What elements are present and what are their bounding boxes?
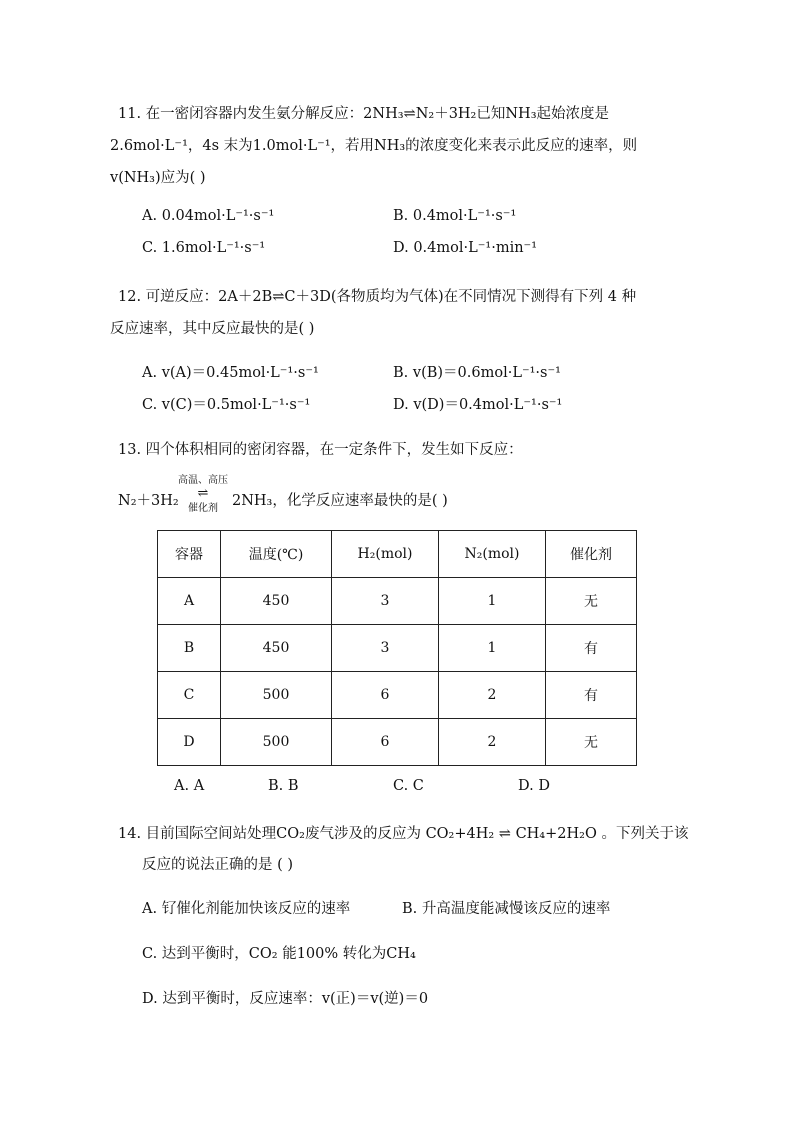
table-row: [158, 672, 637, 719]
table-cell: 500: [221, 672, 332, 719]
table-header-cell: H₂(mol): [332, 531, 439, 578]
table-row: [158, 625, 637, 672]
table-cell: 2: [439, 719, 546, 766]
table-cell: 有: [546, 672, 637, 719]
q13-eq-rhs: 2NH₃，化学反应速率最快的是( ): [232, 493, 448, 509]
table-cell: 450: [221, 578, 332, 625]
table-cell: 3: [332, 578, 439, 625]
q14-line-2: 反应的说法正确的是 ( ): [142, 857, 294, 873]
q14-line-1: 14. 目前国际空间站处理CO₂废气涉及的反应为 CO₂+4H₂ ⇌ CH₄+2H₂O 。下列关于该: [118, 826, 689, 842]
table-cell: 无: [546, 578, 637, 625]
q13-equation: [118, 475, 598, 519]
table-header-cell: 容器: [158, 531, 221, 578]
q11-line-3: v(NH₃)应为( ): [110, 170, 206, 186]
table-row: [158, 719, 637, 766]
table-cell: C: [158, 672, 221, 719]
q13-line-1: 13. 四个体积相同的密闭容器，在一定条件下，发生如下反应：: [118, 442, 523, 458]
q12-option-c: C. v(C)＝0.5mol·L⁻¹·s⁻¹: [142, 397, 311, 413]
q12-line-1: 12. 可逆反应：2A＋2B⇌C＋3D(各物质均为气体)在不同情况下测得有下列 4 种: [118, 289, 637, 305]
table-cell: 450: [221, 625, 332, 672]
table-header-row: [158, 531, 637, 578]
q12-option-b: B. v(B)＝0.6mol·L⁻¹·s⁻¹: [393, 365, 561, 381]
q11-line-2: 2.6mol·L⁻¹，4s 末为1.0mol·L⁻¹，若用NH₃的浓度变化来表示此反应的速率，则: [110, 138, 638, 154]
q13-option-b: B. B: [268, 778, 299, 794]
q12-line-2: 反应速率，其中反应最快的是( ): [110, 321, 315, 337]
q13-eq-arrow: ⇌: [197, 486, 209, 501]
q11-option-a: A. 0.04mol·L⁻¹·s⁻¹: [142, 208, 275, 224]
table-cell: 3: [332, 625, 439, 672]
table-cell: 2: [439, 672, 546, 719]
table-header-cell: N₂(mol): [439, 531, 546, 578]
q11-option-b: B. 0.4mol·L⁻¹·s⁻¹: [393, 208, 517, 224]
q13-data-table: [157, 530, 637, 766]
q11-line-1: 11. 在一密闭容器内发生氨分解反应：2NH₃⇌N₂＋3H₂已知NH₃起始浓度是: [118, 106, 610, 122]
table-cell: 6: [332, 719, 439, 766]
q13-eq-condition-top: 高温、高压: [178, 475, 228, 486]
q12-option-a: A. v(A)＝0.45mol·L⁻¹·s⁻¹: [142, 365, 319, 381]
table-header-cell: 催化剂: [546, 531, 637, 578]
table-cell: 6: [332, 672, 439, 719]
q13-option-a: A. A: [174, 778, 205, 794]
q11-option-c: C. 1.6mol·L⁻¹·s⁻¹: [142, 240, 266, 256]
table-cell: D: [158, 719, 221, 766]
q11-option-d: D. 0.4mol·L⁻¹·min⁻¹: [393, 240, 538, 256]
q14-option-a: A. 钌催化剂能加快该反应的速率: [142, 901, 351, 917]
table-cell: 1: [439, 625, 546, 672]
table-cell: 1: [439, 578, 546, 625]
q13-option-c: C. C: [393, 778, 424, 794]
table-cell: B: [158, 625, 221, 672]
table-cell: 500: [221, 719, 332, 766]
table-header-cell: 温度(℃): [221, 531, 332, 578]
table-cell: 无: [546, 719, 637, 766]
table-row: [158, 578, 637, 625]
q13-eq-condition-bottom: 催化剂: [188, 503, 218, 514]
q13-eq-lhs: N₂＋3H₂: [118, 493, 179, 509]
q14-option-c: C. 达到平衡时，CO₂ 能100% 转化为CH₄: [142, 946, 416, 962]
q13-option-d: D. D: [518, 778, 550, 794]
table-cell: 有: [546, 625, 637, 672]
table-cell: A: [158, 578, 221, 625]
q12-option-d: D. v(D)＝0.4mol·L⁻¹·s⁻¹: [393, 397, 563, 413]
q14-option-d: D. 达到平衡时，反应速率：v(正)＝v(逆)＝0: [142, 991, 429, 1007]
q14-option-b: B. 升高温度能减慢该反应的速率: [402, 901, 611, 917]
